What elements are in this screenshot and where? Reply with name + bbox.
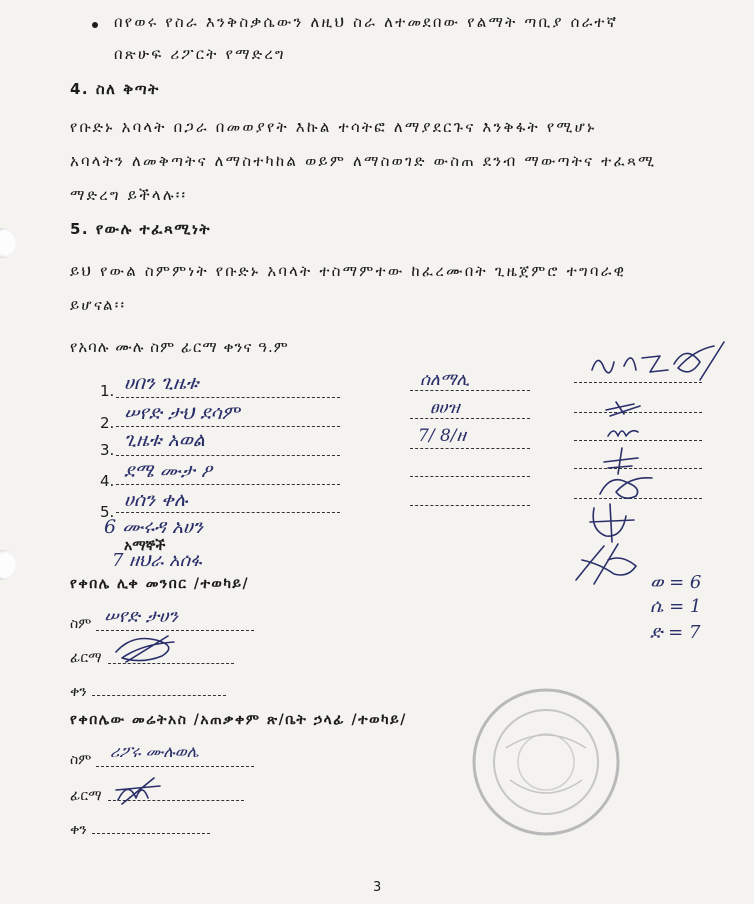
row-number-3: 3. [100, 441, 115, 459]
signature-scribble-row2 [604, 398, 644, 420]
signature-scribble-row5 [596, 472, 656, 502]
handwritten-middle-1: ሰለማሊ [420, 370, 470, 390]
signature-scribble-row7 [574, 540, 644, 586]
development-office-name-line [96, 766, 254, 767]
name-line-4 [116, 484, 340, 485]
handwritten-middle-2: ፀሀዝ [430, 398, 460, 418]
section5-line-2: ይሆናል፡፡ [70, 296, 127, 314]
signature-line-1 [410, 390, 530, 391]
handwritten-name-1: ሀበን ጊዜቱ [124, 372, 199, 394]
name-line-1 [116, 397, 340, 398]
signature-line-3 [410, 448, 530, 449]
signature-scribble-row6 [588, 502, 638, 544]
signature-line-5 [410, 505, 530, 506]
handwritten-name-2: ሠየድ ታህ ደሳም [124, 402, 240, 424]
section5-line-1: ይህ የውል ስምምነት የቡድኑ አባላት ተስማምተው ከፈረሙበት ጊዜጀምሮ ተግባራዊ [70, 262, 627, 280]
development-office-sign-label: ፊርማ [70, 788, 102, 804]
receiver-heading: የቀበሌ ሊቀ መንበር /ተወካይ/ [70, 576, 250, 592]
bullet-line-2: በጽሁፍ ሪፖርት የማድረግ [114, 45, 286, 63]
receiver-sign-label: ፊርማ [70, 650, 102, 666]
section4-line-1: የቡድኑ አባላት በጋራ በመወያየት እኩል ተሳትፎ ለማያደርጉና እንቅፋት የሚሆኑ [70, 118, 597, 136]
name-line-3 [116, 455, 340, 456]
name-line-2 [116, 426, 340, 427]
row-number-5: 5. [100, 503, 115, 521]
row-number-1: 1. [100, 382, 115, 400]
development-office-name-handwritten: ሪፖሩ ሙሉወሌ [110, 742, 199, 761]
development-office-heading: የቀበሌው መሬትአስ /አጠቃቀም ጽ/ቤት ኃላፊ /ተወካይ/ [70, 712, 407, 728]
handwritten-middle-3: 7/ 8/ዘ [418, 426, 466, 446]
tally-line-2: ሴ = 1 [650, 596, 702, 617]
development-office-name-label: ስም [70, 752, 92, 768]
receiver-date-line [92, 695, 226, 696]
section4-heading: 4. ስለ ቅጣት [70, 80, 160, 98]
receiver-signature [112, 632, 182, 666]
row-number-4: 4. [100, 472, 115, 490]
development-office-date-line [92, 833, 210, 834]
section4-line-2: አባላትን ለመቅጣትና ለማስተካከል ወይም ለማስወገድ ውስጠ ደንብ ማውጣትና ተፈጻሚ [70, 152, 657, 170]
handwritten-name-3: ጊዜቱ አወል [124, 429, 205, 451]
receiver-name-line [96, 630, 254, 631]
signature-scribble-top [590, 340, 730, 390]
handwritten-label-amagnoch: አማኞች [124, 538, 166, 554]
office-stamp [466, 682, 626, 842]
name-line-5 [116, 512, 340, 513]
signature-line-4 [410, 476, 530, 477]
bullet-line-1: በየወሩ የስራ እንቅስቃሴውን ለዚህ ስራ ለተመደበው የልማት ጣቢያ ሰራተኛ [114, 13, 619, 31]
section4-line-3: ማድረግ ይችላሉ፡፡ [70, 186, 188, 204]
handwritten-name-5: ሀሰን ቀሉ [124, 489, 188, 511]
page-number: 3 [373, 880, 382, 895]
receiver-name-handwritten: ሠየድ ታሀን [104, 606, 178, 627]
bullet-dot [92, 22, 98, 28]
section5-heading: 5. የውሉ ተፈጻሚነት [70, 220, 212, 238]
tally-line-1: ወ = 6 [650, 572, 702, 593]
handwritten-name-7: 7 ዘህራ አሰፋ [112, 550, 202, 571]
punch-hole-top [0, 228, 16, 258]
handwritten-name-6: 6 ሙሩዳ አሀን [104, 516, 203, 538]
tally-line-3: ድ = 7 [650, 622, 701, 643]
development-office-signature [114, 776, 164, 806]
signature-scribble-row3 [606, 424, 646, 444]
punch-hole-bottom [0, 550, 16, 580]
handwritten-name-4: ደሜ ሙታ ዖ [124, 460, 213, 482]
members-header: የአባሉ ሙሉ ስም ፊርማ ቀንና ዓ.ም [70, 338, 289, 356]
row-number-2: 2. [100, 414, 115, 432]
signature-line-2 [410, 418, 530, 419]
development-office-date-label: ቀን [70, 822, 87, 838]
receiver-date-label: ቀን [70, 684, 87, 700]
receiver-name-label: ስም [70, 616, 92, 632]
